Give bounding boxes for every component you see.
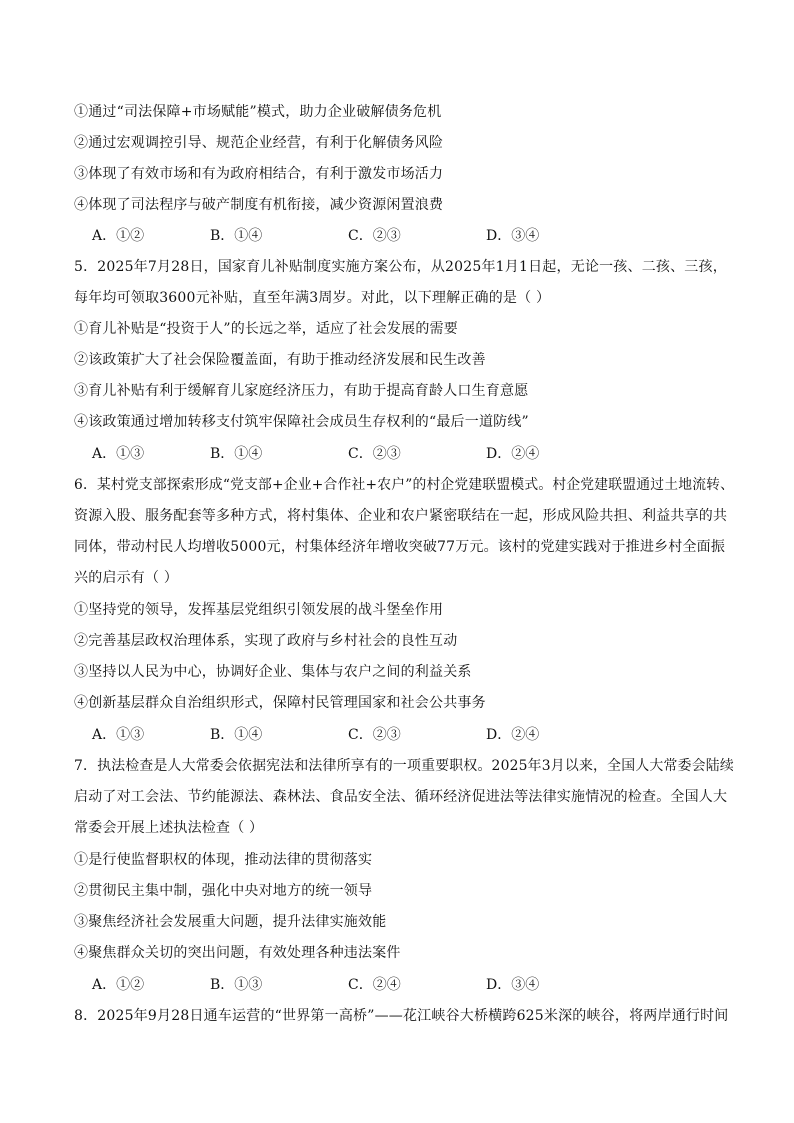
question-6-stem-line-3: 同体，带动村民人均增收5000元，村集体经济年增收突破77万元。该村的党建实践对于推进乡村全面振 bbox=[74, 539, 726, 555]
option-c: C．②③ bbox=[348, 727, 401, 743]
q7-statement-4: ④聚焦群众关切的突出问题，有效处理各种违法案件 bbox=[74, 945, 401, 961]
q6-statement-4: ④创新基层群众自治组织形式，保障村民管理国家和社会公共事务 bbox=[74, 695, 486, 711]
option-a: A．①③ bbox=[92, 446, 145, 462]
q6-answer-options bbox=[92, 725, 732, 745]
q5-statement-3: ③育儿补贴有利于缓解育儿家庭经济压力，有助于提高育龄人口生育意愿 bbox=[74, 383, 529, 399]
statement-1: ①通过“司法保障+市场赋能”模式，助力企业破解债务危机 bbox=[74, 104, 442, 120]
option-c: C．②④ bbox=[348, 977, 401, 993]
question-6-stem-line-2: 资源入股、服务配套等多种方式，将村集体、企业和农户紧密联结在一起，形成风险共担、利益共享的共 bbox=[74, 508, 728, 524]
answer-options bbox=[92, 226, 732, 246]
option-d: D．③④ bbox=[486, 977, 540, 993]
q5-statement-2: ②该政策扩大了社会保险覆盖面，有助于推动经济发展和民生改善 bbox=[74, 352, 486, 368]
option-d: D．②④ bbox=[486, 446, 540, 462]
q6-statement-3: ③坚持以人民为中心，协调好企业、集体与农户之间的利益关系 bbox=[74, 664, 472, 680]
option-d: D．③④ bbox=[486, 228, 540, 244]
q7-statement-1: ①是行使监督职权的体现，推动法律的贯彻落实 bbox=[74, 852, 373, 868]
option-c: C．②③ bbox=[348, 228, 401, 244]
question-6-stem-line-4: 兴的启示有（ ） bbox=[74, 570, 179, 586]
question-5-stem-line-2: 每年均可领取3600元补贴，直至年满3周岁。对此，以下理解正确的是（ ） bbox=[74, 290, 551, 306]
option-d: D．②④ bbox=[486, 727, 540, 743]
option-b: B．①④ bbox=[210, 727, 263, 743]
q6-statement-2: ②完善基层政权治理体系，实现了政府与乡村社会的良性互动 bbox=[74, 633, 458, 649]
option-b: B．①③ bbox=[210, 977, 263, 993]
q5-statement-1: ①育儿补贴是“投资于人”的长远之举，适应了社会发展的需要 bbox=[74, 321, 458, 337]
statement-3: ③体现了有效市场和有为政府相结合，有利于激发市场活力 bbox=[74, 166, 444, 182]
statement-2: ②通过宏观调控引导、规范企业经营，有利于化解债务风险 bbox=[74, 135, 444, 151]
q7-statement-3: ③聚焦经济社会发展重大问题，提升法律实施效能 bbox=[74, 914, 387, 930]
option-c: C．②③ bbox=[348, 446, 401, 462]
question-7-stem-line-3: 常委会开展上述执法检查（ ） bbox=[74, 820, 264, 836]
question-7-stem-line-1: 7．执法检查是人大常委会依据宪法和法律所享有的一项重要职权。2025年3月以来，全国人大常委会陆续 bbox=[74, 758, 734, 774]
option-a: A．①③ bbox=[92, 727, 145, 743]
statement-4: ④体现了司法程序与破产制度有机衔接，减少资源闲置浪费 bbox=[74, 197, 444, 213]
option-b: B．①④ bbox=[210, 228, 263, 244]
question-6-stem-line-1: 6．某村党支部探索形成“党支部+企业+合作社+农户”的村企党建联盟模式。村企党建联盟通过土地流转、 bbox=[74, 477, 735, 493]
q7-answer-options bbox=[92, 975, 732, 995]
q7-statement-2: ②贯彻民主集中制，强化中央对地方的统一领导 bbox=[74, 883, 373, 899]
question-8-stem-line-1: 8．2025年9月28日通车运营的“世界第一高桥”——花江峡谷大桥横跨625米深的峡谷，将两岸通行时间 bbox=[74, 1008, 729, 1024]
q5-statement-4: ④该政策通过增加转移支付筑牢保障社会成员生存权利的“最后一道防线” bbox=[74, 414, 529, 430]
question-7-stem-line-2: 启动了对工会法、节约能源法、森林法、食品安全法、循环经济促进法等法律实施情况的检查。全国人大 bbox=[74, 789, 728, 805]
q5-answer-options bbox=[92, 444, 732, 464]
option-b: B．①④ bbox=[210, 446, 263, 462]
option-a: A．①② bbox=[92, 228, 145, 244]
question-5-stem-line-1: 5．2025年7月28日，国家育儿补贴制度实施方案公布，从2025年1月1日起，无论一孩、二孩、三孩， bbox=[74, 259, 727, 275]
q6-statement-1: ①坚持党的领导，发挥基层党组织引领发展的战斗堡垒作用 bbox=[74, 602, 444, 618]
option-a: A．①② bbox=[92, 977, 145, 993]
